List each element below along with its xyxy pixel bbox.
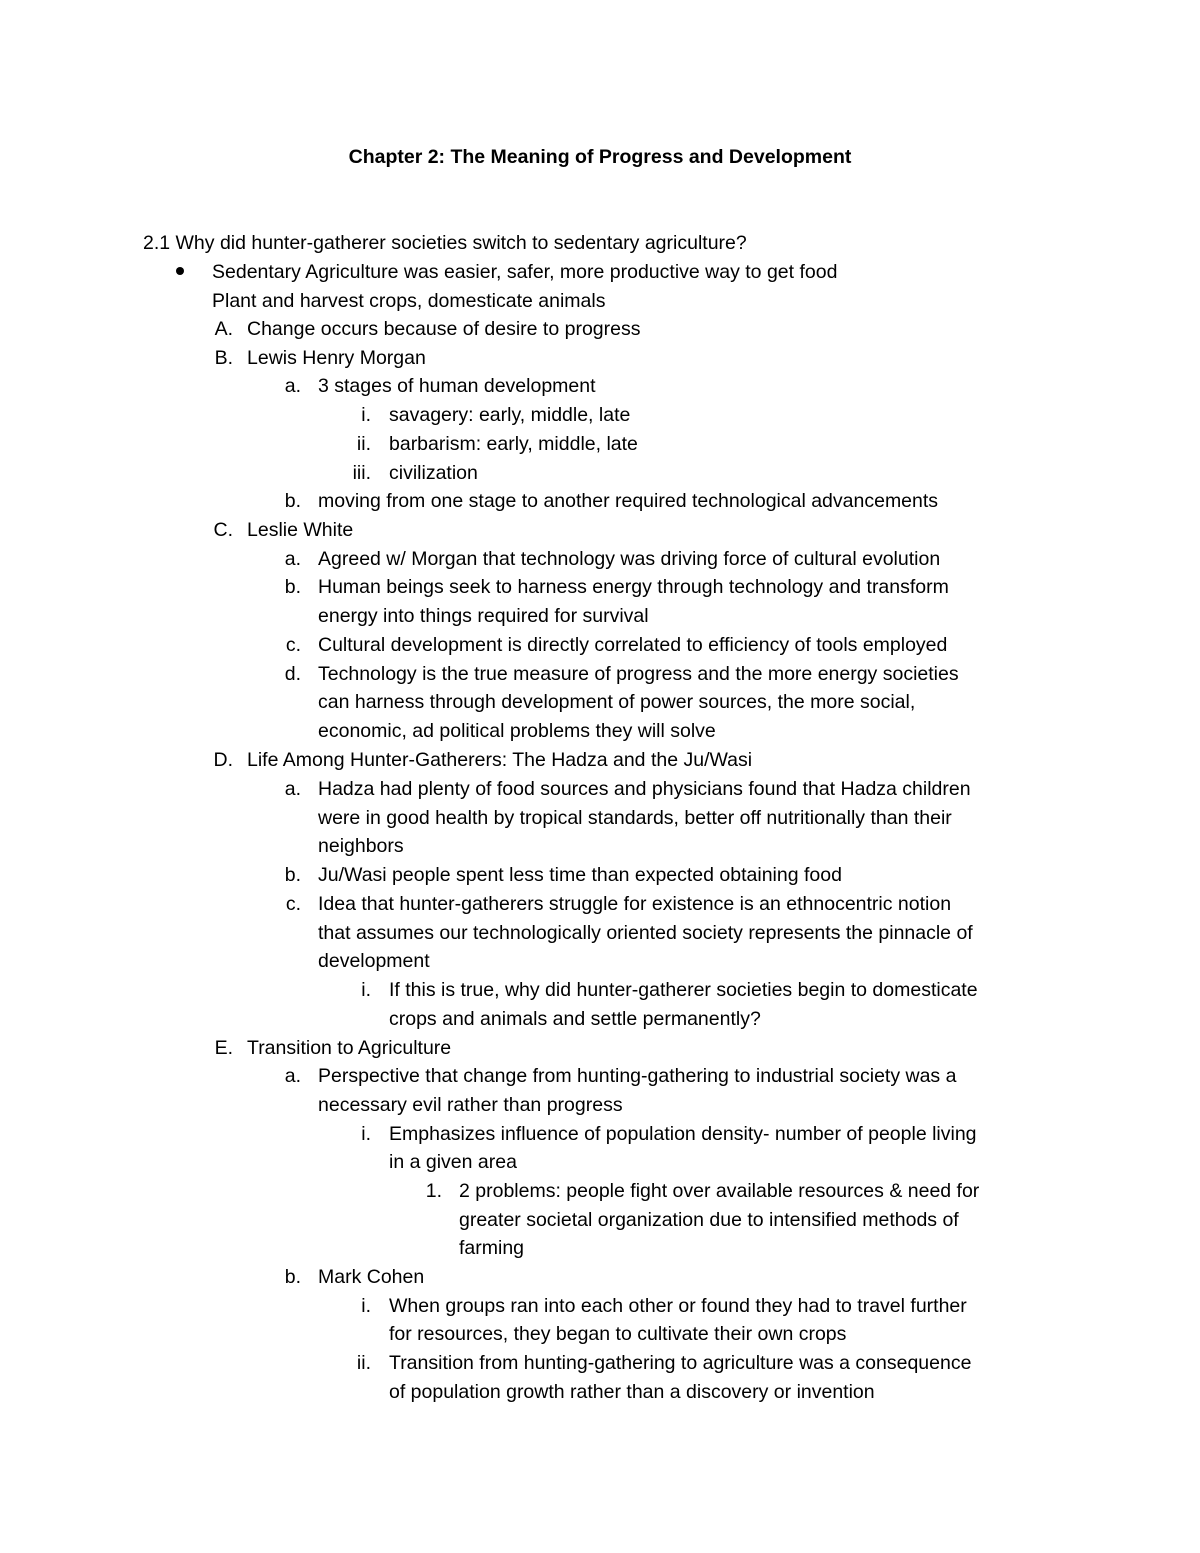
outline-item-text: greater societal organization due to intensified methods of	[459, 1209, 959, 1231]
outline-marker: b.	[284, 864, 301, 886]
outline-marker: a.	[284, 1065, 301, 1087]
outline-marker: B.	[214, 347, 233, 369]
outline-item-text: moving from one stage to another required technological advancements	[318, 490, 939, 512]
outline-item-text: barbarism: early, middle, late	[389, 433, 638, 455]
outline-marker: b.	[284, 1266, 301, 1288]
outline-item-text: civilization	[389, 462, 478, 484]
outline-marker: D.	[213, 749, 233, 771]
outline-item-text: Transition to Agriculture	[247, 1037, 452, 1059]
outline-item-text: 2 problems: people fight over available resources & need for	[459, 1180, 980, 1202]
outline-marker: C.	[213, 519, 233, 541]
outline-item-text: Emphasizes influence of population density- number of people living	[389, 1123, 977, 1145]
outline-item-text: Ju/Wasi people spent less time than expected obtaining food	[318, 864, 842, 886]
bullet-icon	[176, 267, 184, 275]
outline-marker: d.	[284, 663, 301, 685]
outline-marker: 1.	[425, 1180, 442, 1202]
outline-item-text: savagery: early, middle, late	[389, 404, 631, 426]
outline-item-text: neighbors	[318, 835, 404, 857]
outline-item-text: Hadza had plenty of food sources and physicians found that Hadza children	[318, 778, 971, 800]
outline-item-text: necessary evil rather than progress	[318, 1094, 623, 1116]
outline-item-text: farming	[459, 1237, 525, 1259]
outline-marker: a.	[284, 375, 301, 397]
outline-item-text: of population growth rather than a discovery or invention	[389, 1381, 875, 1403]
outline-marker: a.	[284, 778, 301, 800]
outline-item-text: When groups ran into each other or found they had to travel further	[389, 1295, 967, 1317]
outline-item-text: Life Among Hunter-Gatherers: The Hadza and the Ju/Wasi	[247, 749, 753, 771]
outline-item-text: Technology is the true measure of progress and the more energy societies	[318, 663, 959, 685]
outline-marker: b.	[284, 576, 301, 598]
section-heading: 2.1 Why did hunter-gatherer societies switch to sedentary agriculture?	[143, 232, 747, 254]
outline-item-text: Transition from hunting-gathering to agriculture was a consequence	[389, 1352, 972, 1374]
outline-item-text: Leslie White	[247, 519, 354, 541]
outline-marker: i.	[361, 1123, 371, 1145]
outline-marker: i.	[361, 404, 371, 426]
outline-item-text: development	[318, 950, 430, 972]
outline-marker: b.	[284, 490, 301, 512]
bullet-text: Sedentary Agriculture was easier, safer, more productive way to get food	[212, 261, 838, 283]
outline-item-text: crops and animals and settle permanently?	[389, 1008, 761, 1030]
outline-item-text: Mark Cohen	[318, 1266, 425, 1288]
outline-marker: E.	[214, 1037, 233, 1059]
outline-marker: c.	[285, 634, 301, 656]
outline-marker: A.	[214, 318, 233, 340]
outline-marker: ii.	[356, 1352, 371, 1374]
outline-item-text: Cultural development is directly correlated to efficiency of tools employed	[318, 634, 948, 656]
outline-item-text: that assumes our technologically oriented society represents the pinnacle of	[318, 922, 973, 944]
outline-marker: c.	[285, 893, 301, 915]
outline-item-text: If this is true, why did hunter-gatherer societies begin to domesticate	[389, 979, 978, 1001]
outline-item-text: 3 stages of human development	[318, 375, 596, 397]
bullet-continuation: Plant and harvest crops, domesticate animals	[212, 290, 606, 312]
outline-item-text: Lewis Henry Morgan	[247, 347, 426, 369]
outline-item-text: Change occurs because of desire to progress	[247, 318, 641, 340]
outline-item-text: Perspective that change from hunting-gathering to industrial society was a	[318, 1065, 957, 1087]
outline-item-text: were in good health by tropical standards, better off nutritionally than their	[318, 807, 952, 829]
outline-marker: i.	[361, 979, 371, 1001]
outline-item-text: energy into things required for survival	[318, 605, 649, 627]
outline-item-text: for resources, they began to cultivate their own crops	[389, 1323, 847, 1345]
outline-item-text: Agreed w/ Morgan that technology was driving force of cultural evolution	[318, 548, 941, 570]
outline-item-text: in a given area	[389, 1151, 517, 1173]
outline-item-text: can harness through development of power sources, the more social,	[318, 691, 916, 713]
page-title: Chapter 2: The Meaning of Progress and Development	[348, 146, 852, 168]
outline-marker: iii.	[352, 462, 371, 484]
outline-marker: ii.	[356, 433, 371, 455]
outline-item-text: Idea that hunter-gatherers struggle for existence is an ethnocentric notion	[318, 893, 952, 915]
outline-marker: a.	[284, 548, 301, 570]
outline-marker: i.	[361, 1295, 371, 1317]
outline-item-text: Human beings seek to harness energy through technology and transform	[318, 576, 949, 598]
outline-item-text: economic, ad political problems they will solve	[318, 720, 716, 742]
